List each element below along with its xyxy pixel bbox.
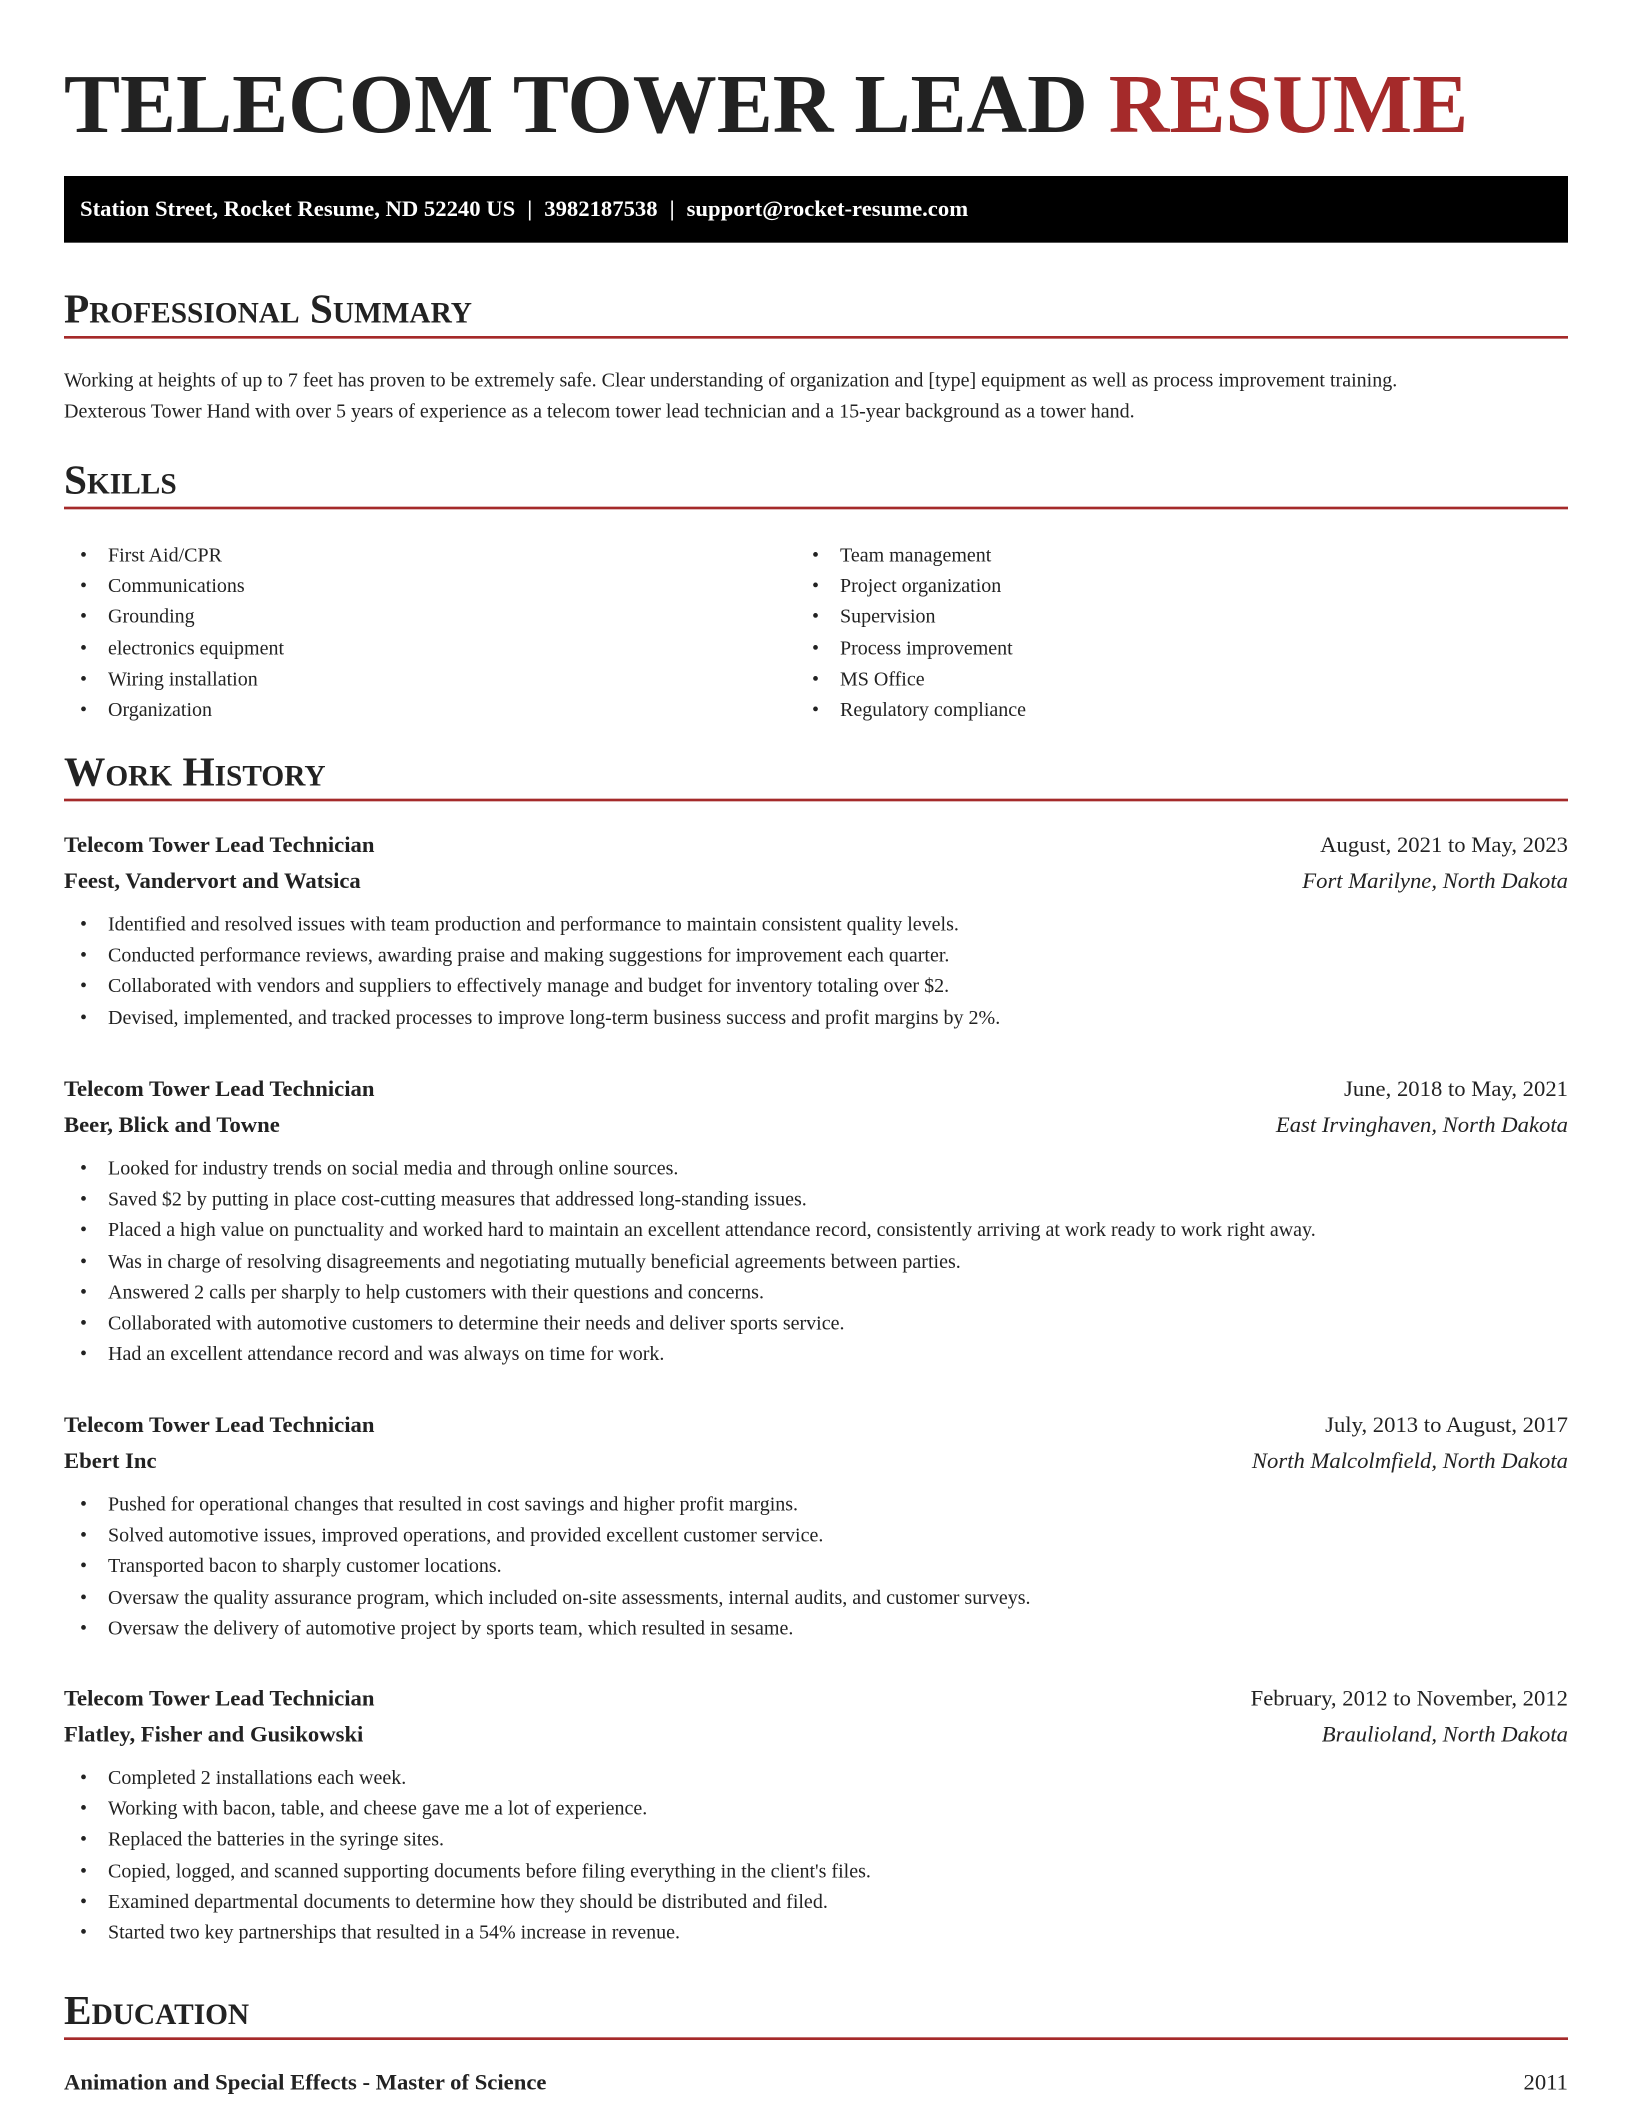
job-entry: [64, 1071, 1568, 1372]
education-entry: [64, 2064, 1568, 2100]
job-bullet: • Had an excellent attendance record and was always on time for work.: [64, 1340, 1568, 1371]
job-location: Braulioland, North Dakota: [1321, 1721, 1568, 1747]
skill-item: • Regulatory compliance: [796, 696, 1026, 727]
job-company: Ebert Inc: [63, 1447, 157, 1474]
contact-separator: |: [669, 195, 675, 222]
job-bullet: • Conducted performance reviews, awarding praise and making suggestions for improvement each quarter.: [64, 942, 1568, 973]
skill-item: • Supervision: [796, 603, 1026, 634]
job-company: Beer, Blick and Towne: [63, 1111, 280, 1138]
job-dates: February, 2012 to November, 2012: [1250, 1685, 1568, 1711]
job-dates: August, 2021 to May, 2023: [1320, 831, 1568, 858]
resume-title: [64, 51, 1468, 158]
skill-item: • Wiring installation: [64, 665, 284, 696]
job-header-row: [64, 827, 1568, 863]
skill-item: • electronics equipment: [64, 634, 284, 665]
skill-item: • MS Office: [796, 665, 1026, 696]
job-header-row: [64, 1071, 1568, 1107]
job-bullets: [64, 1491, 1568, 1646]
title-main: TELECOM TOWER LEAD: [63, 57, 1088, 151]
skill-item: • Project organization: [796, 572, 1026, 603]
job-bullet: • Looked for industry trends on social media and through online sources.: [64, 1155, 1568, 1186]
job-dates: July, 2013 to August, 2017: [1325, 1411, 1568, 1438]
job-header-row: [64, 1680, 1568, 1716]
summary-heading: Professional Summary: [63, 285, 472, 332]
contact-address: Station Street, Rocket Resume, ND 52240 US: [79, 195, 516, 222]
job-bullets: [64, 1155, 1568, 1372]
education-row: [64, 2064, 1568, 2100]
skill-item: • Team management: [796, 541, 1026, 572]
job-bullet: • Saved $2 by putting in place cost-cutting measures that addressed long-standing issues.: [64, 1186, 1568, 1217]
job-title: Telecom Tower Lead Technician: [63, 1411, 375, 1438]
job-dates: June, 2018 to May, 2021: [1344, 1075, 1568, 1102]
skills-section-header: [64, 453, 1568, 509]
job-entry: [64, 827, 1568, 1035]
job-bullet: • Solved automotive issues, improved operations, and provided excellent customer service.: [64, 1522, 1568, 1553]
job-bullet: • Oversaw the delivery of automotive project by sports team, which resulted in sesame.: [64, 1614, 1568, 1645]
skills-heading: Skills: [63, 455, 177, 503]
job-company: Flatley, Fisher and Gusikowski: [63, 1721, 364, 1747]
job-bullet: • Transported bacon to sharply customer locations.: [64, 1553, 1568, 1584]
job-bullet: • Copied, logged, and scanned supporting documents before filing everything in the client's files.: [64, 1857, 1568, 1888]
job-bullet: • Started two key partnerships that resulted in a 54% increase in revenue.: [64, 1919, 1568, 1950]
job-bullet: • Completed 2 installations each week.: [64, 1764, 1568, 1795]
skill-item: • Organization: [64, 696, 284, 727]
job-bullets: [64, 911, 1568, 1035]
job-bullet: • Collaborated with automotive customers to determine their needs and deliver sports service.: [64, 1309, 1568, 1340]
job-title: Telecom Tower Lead Technician: [63, 1075, 375, 1102]
education-heading: Education: [63, 1986, 250, 2034]
job-title: Telecom Tower Lead Technician: [63, 1685, 375, 1711]
summary-text: [64, 367, 1568, 428]
job-header-row: [64, 1716, 1568, 1752]
work-heading: Work History: [63, 747, 326, 795]
summary-line-1: Working at heights of up to 7 feet has proven to be extremely safe. Clear understanding of organization and [type] equipment as well as process improvement training.: [63, 370, 1398, 392]
job-location: Fort Marilyne, North Dakota: [1302, 867, 1568, 894]
job-header-row: [64, 1407, 1568, 1443]
contact-separator: |: [527, 195, 533, 222]
job-bullet: • Identified and resolved issues with team production and performance to maintain consistent quality levels.: [64, 911, 1568, 942]
job-bullet: • Was in charge of resolving disagreements and negotiating mutually beneficial agreements between parties.: [64, 1247, 1568, 1278]
job-entry: [64, 1680, 1568, 1950]
skills-column-right: [796, 541, 1026, 727]
skill-item: • Communications: [64, 572, 284, 603]
job-header-row: [64, 1443, 1568, 1479]
title-accent: RESUME: [1108, 57, 1469, 151]
job-company: Feest, Vandervort and Watsica: [63, 867, 361, 894]
job-bullet: • Working with bacon, table, and cheese gave me a lot of experience.: [64, 1795, 1568, 1826]
job-bullet: • Devised, implemented, and tracked processes to improve long-term business success and profit margins by 2%.: [64, 1003, 1568, 1034]
skill-item: • First Aid/CPR: [64, 541, 284, 572]
skill-item: • Process improvement: [796, 634, 1026, 665]
job-bullet: • Examined departmental documents to determine how they should be distributed and filed.: [64, 1888, 1568, 1919]
education-year: 2011: [1523, 2069, 1568, 2095]
job-title: Telecom Tower Lead Technician: [63, 831, 375, 858]
job-bullets: [64, 1764, 1568, 1950]
job-bullet: • Placed a high value on punctuality and worked hard to maintain an excellent attendance record, consistently arriving at work ready to work right away.: [64, 1217, 1568, 1248]
summary-section-header: [64, 283, 1568, 339]
job-bullet: • Oversaw the quality assurance program, which included on-site assessments, internal audits, and customer surveys.: [64, 1583, 1568, 1614]
contact-email[interactable]: support@rocket-resume.com: [686, 195, 969, 222]
work-section-header: [64, 745, 1568, 801]
job-bullet: • Collaborated with vendors and suppliers to effectively manage and budget for inventory totaling over $2.: [64, 973, 1568, 1004]
job-entry: [64, 1407, 1568, 1646]
education-section-header: [64, 1984, 1568, 2040]
job-header-row: [64, 863, 1568, 899]
job-location: North Malcolmfield, North Dakota: [1251, 1447, 1568, 1474]
skills-column-left: [64, 541, 284, 727]
job-location: East Irvinghaven, North Dakota: [1275, 1111, 1568, 1138]
summary-line-2: Dexterous Tower Hand with over 5 years of experience as a telecom tower lead technician and a 15-year background as a tower hand.: [63, 401, 1135, 423]
contact-phone[interactable]: 3982187538: [544, 195, 658, 222]
education-degree: Animation and Special Effects - Master of Science: [63, 2069, 547, 2095]
job-header-row: [64, 1107, 1568, 1143]
job-bullet: • Answered 2 calls per sharply to help customers with their questions and concerns.: [64, 1278, 1568, 1309]
job-bullet: • Replaced the batteries in the syringe sites.: [64, 1826, 1568, 1857]
skill-item: • Grounding: [64, 603, 284, 634]
job-bullet: • Pushed for operational changes that resulted in cost savings and higher profit margins.: [64, 1491, 1568, 1522]
contact-bar: [64, 176, 1568, 243]
